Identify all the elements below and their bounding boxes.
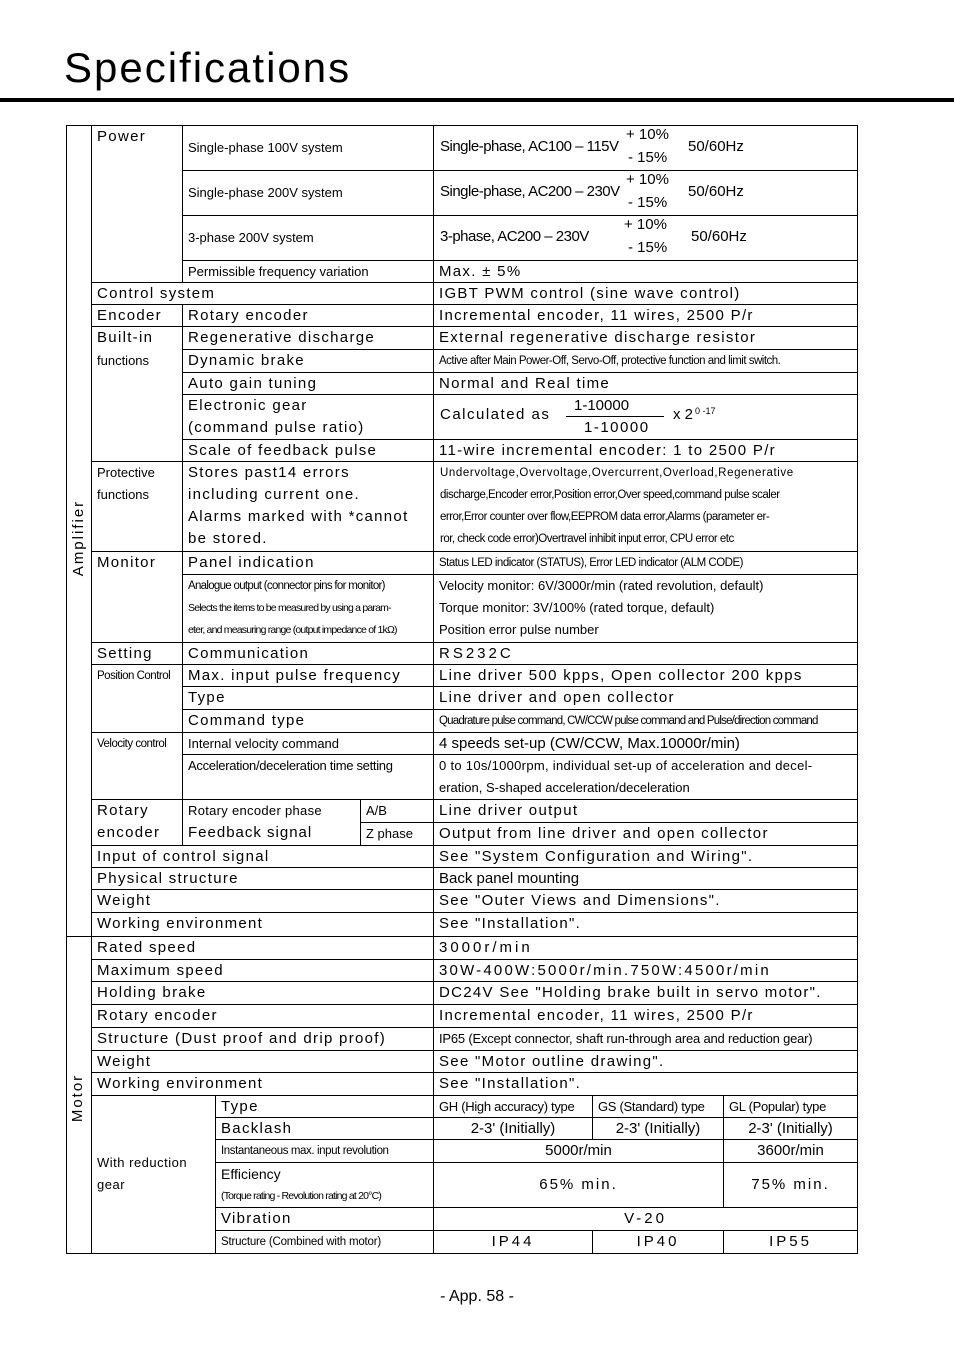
- accel-decel-value: 0 to 10s/1000rpm, individual set-up of acceleration and decel- eration, S-shaped acceleration/deceleration: [433, 754, 858, 800]
- combined-structure-gh: IP44: [433, 1230, 593, 1254]
- physical-structure-value: Back panel mounting: [433, 867, 858, 890]
- motor-encoder-label: Rotary encoder: [91, 1004, 434, 1028]
- setting-label: Setting: [91, 642, 183, 665]
- amp-environment-value: See "Installation".: [433, 912, 858, 937]
- egear-numerator: 1-10000: [574, 397, 630, 414]
- inst-max-rev-label: Instantaneous max. input revolution: [215, 1139, 434, 1163]
- gear-type-gl: GL (Popular) type: [723, 1095, 858, 1118]
- protective-functions-label: Protective functions: [91, 461, 183, 552]
- input-type-value: Line driver and open collector: [433, 686, 858, 710]
- gear-type-label: Type: [215, 1095, 434, 1118]
- inst-max-rev-gh-gs: 5000r/min: [433, 1139, 724, 1163]
- physical-structure-label: Physical structure: [91, 867, 434, 890]
- holding-brake-value: DC24V See "Holding brake built in servo motor".: [433, 981, 858, 1005]
- power-system-2: Single-phase 200V system: [182, 170, 434, 216]
- page-number: - App. 58 -: [440, 1288, 514, 1305]
- command-type-value: Quadrature pulse command, CW/CCW pulse command and Pulse/direction command: [433, 709, 858, 733]
- analogue-output-value: Velocity monitor: 6V/3000r/min (rated revolution, default) Torque monitor: 3V/100% (rated torque, default) Position error pulse number: [433, 574, 858, 643]
- communication-label: Communication: [182, 642, 434, 665]
- velocity-control-label: Velocity control: [91, 732, 183, 800]
- backlash-gs: 2-3' (Initially): [592, 1117, 724, 1140]
- reduction-gear-label: With reduction gear: [91, 1095, 216, 1254]
- power-spec-3-freq: 50/60Hz: [691, 228, 747, 245]
- egear-multiplier: x 2: [673, 406, 694, 423]
- amplifier-section-label: Amplifier: [70, 499, 87, 577]
- control-system-label: Control system: [91, 282, 434, 305]
- power-spec-2-plus: + 10%: [626, 171, 669, 188]
- encoder-value: Incremental encoder, 11 wires, 2500 P/r: [433, 304, 858, 327]
- auto-gain-value: Normal and Real time: [433, 372, 858, 395]
- holding-brake-label: Holding brake: [91, 981, 434, 1005]
- phase-z-value: Output from line driver and open collector: [433, 822, 858, 846]
- page-title: Specifications: [64, 44, 352, 91]
- combined-structure-gl: IP55: [723, 1230, 858, 1254]
- power-spec-3-range: 3-phase, AC200 – 230V: [440, 228, 589, 245]
- max-speed-value: 30W-400W:5000r/min.750W:4500r/min: [433, 959, 858, 982]
- power-label: Power: [91, 125, 183, 283]
- electronic-gear-label: Electronic gear (command pulse ratio): [182, 394, 434, 440]
- efficiency-gh-gs: 65% min.: [433, 1162, 724, 1208]
- rated-speed-value: 3000r/min: [433, 936, 858, 960]
- amp-weight-value: See "Outer Views and Dimensions".: [433, 889, 858, 913]
- power-spec-1-range: Single-phase, AC100 – 115V: [440, 138, 619, 155]
- backlash-label: Backlash: [215, 1117, 434, 1140]
- position-control-label: Position Control: [91, 664, 183, 733]
- rotary-encoder-label: Rotary encoder: [91, 799, 183, 846]
- regen-discharge-value: External regenerative discharge resistor: [433, 326, 858, 350]
- dynamic-brake-value: Active after Main Power-Off, Servo-Off, protective function and limit switch.: [433, 349, 858, 373]
- phase-ab-value: Line driver output: [433, 799, 858, 823]
- phase-z-label: Z phase: [360, 822, 434, 846]
- feedback-scale-value: 11-wire incremental encoder: 1 to 2500 P/r: [433, 439, 858, 462]
- encoder-label: Encoder: [91, 304, 183, 327]
- internal-velocity-value: 4 speeds set-up (CW/CCW, Max.10000r/min): [433, 732, 858, 755]
- control-signal-value: See "System Configuration and Wiring".: [433, 845, 858, 868]
- max-pulse-value: Line driver 500 kpps, Open collector 200 kpps: [433, 664, 858, 687]
- dynamic-brake-label: Dynamic brake: [182, 349, 434, 373]
- vibration-value: V-20: [433, 1207, 858, 1231]
- input-type-label: Type: [182, 686, 434, 710]
- internal-velocity-label: Internal velocity command: [182, 732, 434, 755]
- control-signal-label: Input of control signal: [91, 845, 434, 868]
- regen-discharge-label: Regenerative discharge: [182, 326, 434, 350]
- motor-section-label: Motor: [69, 1073, 86, 1123]
- command-type-label: Command type: [182, 709, 434, 733]
- encoder-sub-label: Rotary encoder: [182, 304, 434, 327]
- feedback-scale-label: Scale of feedback pulse: [182, 439, 434, 462]
- panel-indication-value: Status LED indicator (STATUS), Error LED indicator (ALM CODE): [433, 551, 858, 575]
- gear-type-gs: GS (Standard) type: [592, 1095, 724, 1118]
- egear-prefix: Calculated as: [440, 406, 551, 423]
- combined-structure-label: Structure (Combined with motor): [215, 1230, 434, 1254]
- motor-structure-value: IP65 (Except connector, shaft run-through area and reduction gear): [433, 1027, 858, 1051]
- motor-encoder-value: Incremental encoder, 11 wires, 2500 P/r: [433, 1004, 858, 1028]
- perm-freq-label: Permissible frequency variation: [182, 260, 434, 283]
- amp-weight-label: Weight: [91, 889, 434, 913]
- perm-freq-value: Max. ± 5%: [433, 260, 858, 283]
- efficiency-label: Efficiency (Torque rating - Revolution rating at 20°C): [215, 1162, 434, 1208]
- power-spec-2-minus: - 15%: [628, 194, 668, 211]
- communication-value: RS232C: [433, 642, 858, 665]
- power-spec-3-plus: + 10%: [624, 216, 667, 233]
- power-spec-3-minus: - 15%: [628, 239, 668, 256]
- power-spec-1-freq: 50/60Hz: [688, 138, 744, 155]
- motor-environment-label: Working environment: [91, 1072, 434, 1096]
- motor-weight-label: Weight: [91, 1050, 434, 1073]
- protective-functions-value: Undervoltage,Overvoltage,Overcurrent,Overload,Regenerative discharge,Encoder error,Position error,Over speed,command pulse scaler error,Error counter over flow,EEPROM data error,Alarms (parameter er- ror, check code error)Overtravel inhibit input error, CPU error etc: [433, 461, 858, 552]
- motor-weight-value: See "Motor outline drawing".: [433, 1050, 858, 1073]
- power-spec-1-minus: - 15%: [628, 149, 668, 166]
- analogue-output-label: Analogue output (connector pins for monitor) Selects the items to be measured by using a param- eter, and measuring range (output impedance of 1kΩ): [182, 574, 434, 643]
- motor-environment-value: See "Installation".: [433, 1072, 858, 1096]
- efficiency-gl: 75% min.: [723, 1162, 858, 1208]
- power-spec-2-freq: 50/60Hz: [688, 183, 744, 200]
- title-rule: [0, 98, 954, 102]
- power-spec-2-range: Single-phase, AC200 – 230V: [440, 183, 620, 200]
- accel-decel-label: Acceleration/deceleration time setting: [182, 754, 434, 800]
- rated-speed-label: Rated speed: [91, 936, 434, 960]
- gear-type-gh: GH (High accuracy) type: [433, 1095, 593, 1118]
- protective-functions-desc: Stores past14 errors including current one. Alarms marked with *cannot be stored.: [182, 461, 434, 552]
- motor-structure-label: Structure (Dust proof and drip proof): [91, 1027, 434, 1051]
- vibration-label: Vibration: [215, 1207, 434, 1231]
- amp-environment-label: Working environment: [91, 912, 434, 937]
- combined-structure-gs: IP40: [592, 1230, 724, 1254]
- phase-ab-label: A/B: [360, 799, 434, 823]
- panel-indication-label: Panel indication: [182, 551, 434, 575]
- backlash-gl: 2-3' (Initially): [723, 1117, 858, 1140]
- inst-max-rev-gl: 3600r/min: [723, 1139, 858, 1163]
- backlash-gh: 2-3' (Initially): [433, 1117, 593, 1140]
- power-system-3: 3-phase 200V system: [182, 215, 434, 261]
- monitor-label: Monitor: [91, 551, 183, 643]
- egear-denominator: 1-10000: [584, 419, 650, 436]
- rotary-encoder-phase-label: Rotary encoder phase Feedback signal: [182, 799, 361, 846]
- egear-fraction-bar: [566, 416, 664, 417]
- builtin-functions-label: Built-in functions: [91, 326, 183, 462]
- max-speed-label: Maximum speed: [91, 959, 434, 982]
- auto-gain-label: Auto gain tuning: [182, 372, 434, 395]
- egear-exponent: 0 -17: [695, 406, 716, 416]
- power-system-1: Single-phase 100V system: [182, 125, 434, 171]
- max-pulse-label: Max. input pulse frequency: [182, 664, 434, 687]
- control-system-value: IGBT PWM control (sine wave control): [433, 282, 858, 305]
- power-spec-1-plus: + 10%: [626, 126, 669, 143]
